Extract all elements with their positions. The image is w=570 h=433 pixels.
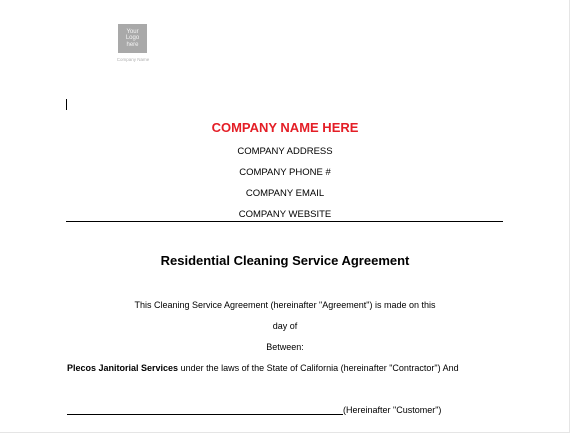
company-name[interactable]: COMPANY NAME HERE — [211, 120, 359, 135]
document-title[interactable]: Residential Cleaning Service Agreement — [160, 253, 410, 268]
logo-text-line3: here — [126, 41, 139, 48]
logo-text-line1: Your — [126, 28, 139, 35]
contractor-name: Plecos Janitorial Services — [67, 363, 179, 373]
contractor-paragraph[interactable] — [67, 363, 459, 373]
customer-paragraph[interactable] — [67, 405, 441, 415]
company-website[interactable]: COMPANY WEBSITE — [238, 209, 332, 220]
between-line[interactable]: Between: — [266, 342, 304, 352]
logo-placeholder — [118, 24, 147, 53]
company-address[interactable]: COMPANY ADDRESS — [237, 146, 333, 157]
logo-caption: Company Name — [116, 57, 150, 62]
agreement-intro[interactable]: This Cleaning Service Agreement (hereinafter "Agreement") is made on this — [134, 300, 436, 310]
text-cursor — [66, 99, 67, 110]
day-of-line[interactable]: day of — [272, 321, 298, 331]
logo-text-line2: Logo — [125, 35, 140, 42]
contractor-description: under the laws of the State of California (hereinafter "Contractor") And — [178, 363, 459, 373]
header-divider — [66, 221, 503, 222]
company-phone[interactable]: COMPANY PHONE # — [239, 167, 331, 178]
company-email[interactable]: COMPANY EMAIL — [245, 188, 325, 199]
customer-label: (Hereinafter "Customer") — [343, 405, 442, 415]
customer-name-blank[interactable] — [67, 405, 343, 415]
